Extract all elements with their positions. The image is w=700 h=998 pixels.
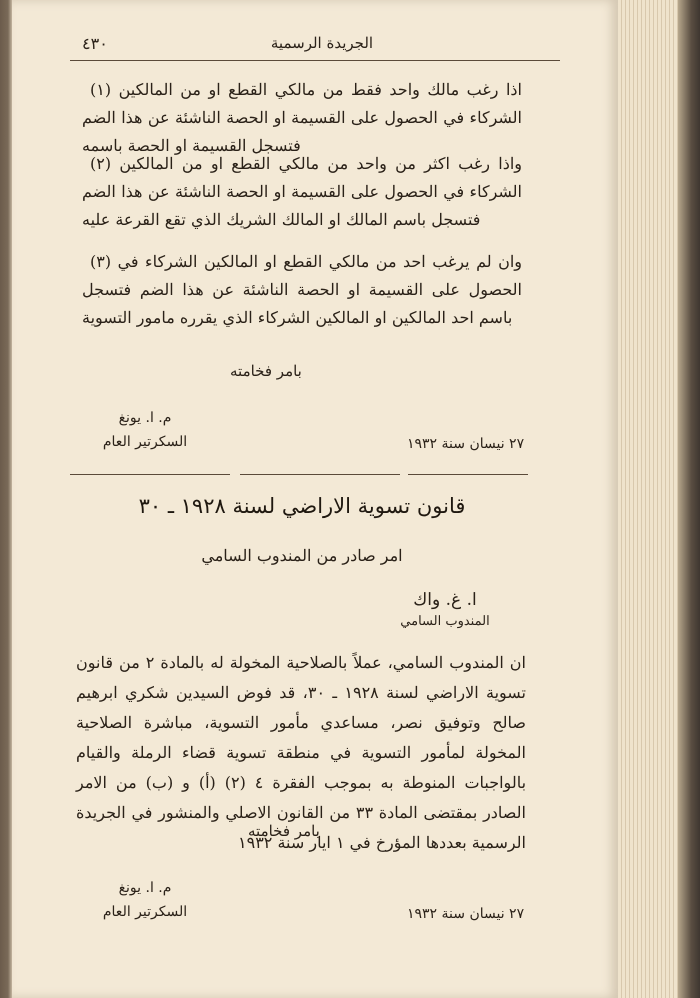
order-seal: بامر فخامته [230, 362, 302, 380]
order-date: ٢٧ نيسان سنة ١٩٣٢ [407, 906, 525, 922]
high-commissioner-signature: ا. غ. واك [413, 590, 477, 610]
clause-3 [82, 248, 522, 332]
clause-text: واذا رغب اكثر من واحد من مالكي القطع او من المالكين الشركاء في الحصول على القسيمة او الحصة الناشئة عن هذا الضم فتسجل باسم المالك او المالك الشريك الذي تقع القرعة عليه [82, 154, 522, 229]
page-header [82, 34, 562, 58]
signatory-title: السكرتير العام [102, 434, 188, 450]
signatory-name: م. ا. يونغ [118, 880, 172, 896]
header-rule [70, 60, 560, 61]
book-cover-edge [678, 0, 700, 998]
signatory-title: السكرتير العام [102, 904, 188, 920]
clause-number: (٣) [90, 252, 112, 271]
clause-number: (٢) [90, 154, 112, 173]
clause-text: اذا رغب مالك واحد فقط من مالكي القطع او من المالكين الشركاء في الحصول على القسيمة او الحصة الناشئة عن هذا الضم فتسجل القسيمة او الحصة باسمه [82, 80, 522, 155]
section-divider [240, 474, 400, 475]
section-divider [408, 474, 528, 475]
law-title: قانون تسوية الاراضي لسنة ١٩٢٨ ـ ٣٠ [138, 494, 466, 518]
clause-2 [82, 150, 522, 234]
clause-1 [82, 76, 522, 160]
book-page-edges [618, 0, 700, 998]
signatory-name: م. ا. يونغ [118, 410, 172, 426]
order-body: ان المندوب السامي، عملاً بالصلاحية المخولة له بالمادة ٢ من قانون تسوية الاراضي لسنة ١٩٢٨ ـ ٣٠، قد فوض السيدين شكري ابرهيم صالح وتوفيق نصر، مساعدي مأمور التسوية، مباشرة الصلاحية المخولة لمأمور التسوية في منطقة تسوية قضاء الرملة والقيام بالواجبات المنوطة به بموجب الفقرة ٤ (٢) (أ) و (ب) من الامر الصادر بمقتضى المادة ٣٣ من القانون الاصلي والمنشور في الجريدة الرسمية بعددها المؤرخ في ١ ايار سنة ١٩٣٢ [76, 653, 527, 852]
gazette-title: الجريدة الرسمية [270, 34, 374, 52]
clause-number: (١) [90, 80, 112, 99]
gazette-page [12, 0, 618, 998]
order-subtitle: امر صادر من المندوب السامي [201, 546, 403, 565]
clause-text: وان لم يرغب احد من مالكي القطع او المالكين الشركاء في الحصول على القسيمة او الحصة الناشئة عن هذا الضم فتسجل باسم احد المالكين او المالكين الشركاء الذي يقرره مامور التسوية [82, 252, 522, 327]
page-number: ٤٣٠ [82, 34, 108, 53]
order-date: ٢٧ نيسان سنة ١٩٣٢ [407, 436, 525, 452]
order-seal: بامر فخامته [248, 822, 320, 840]
high-commissioner-title: المندوب السامي [400, 614, 490, 629]
section-divider [70, 474, 230, 475]
